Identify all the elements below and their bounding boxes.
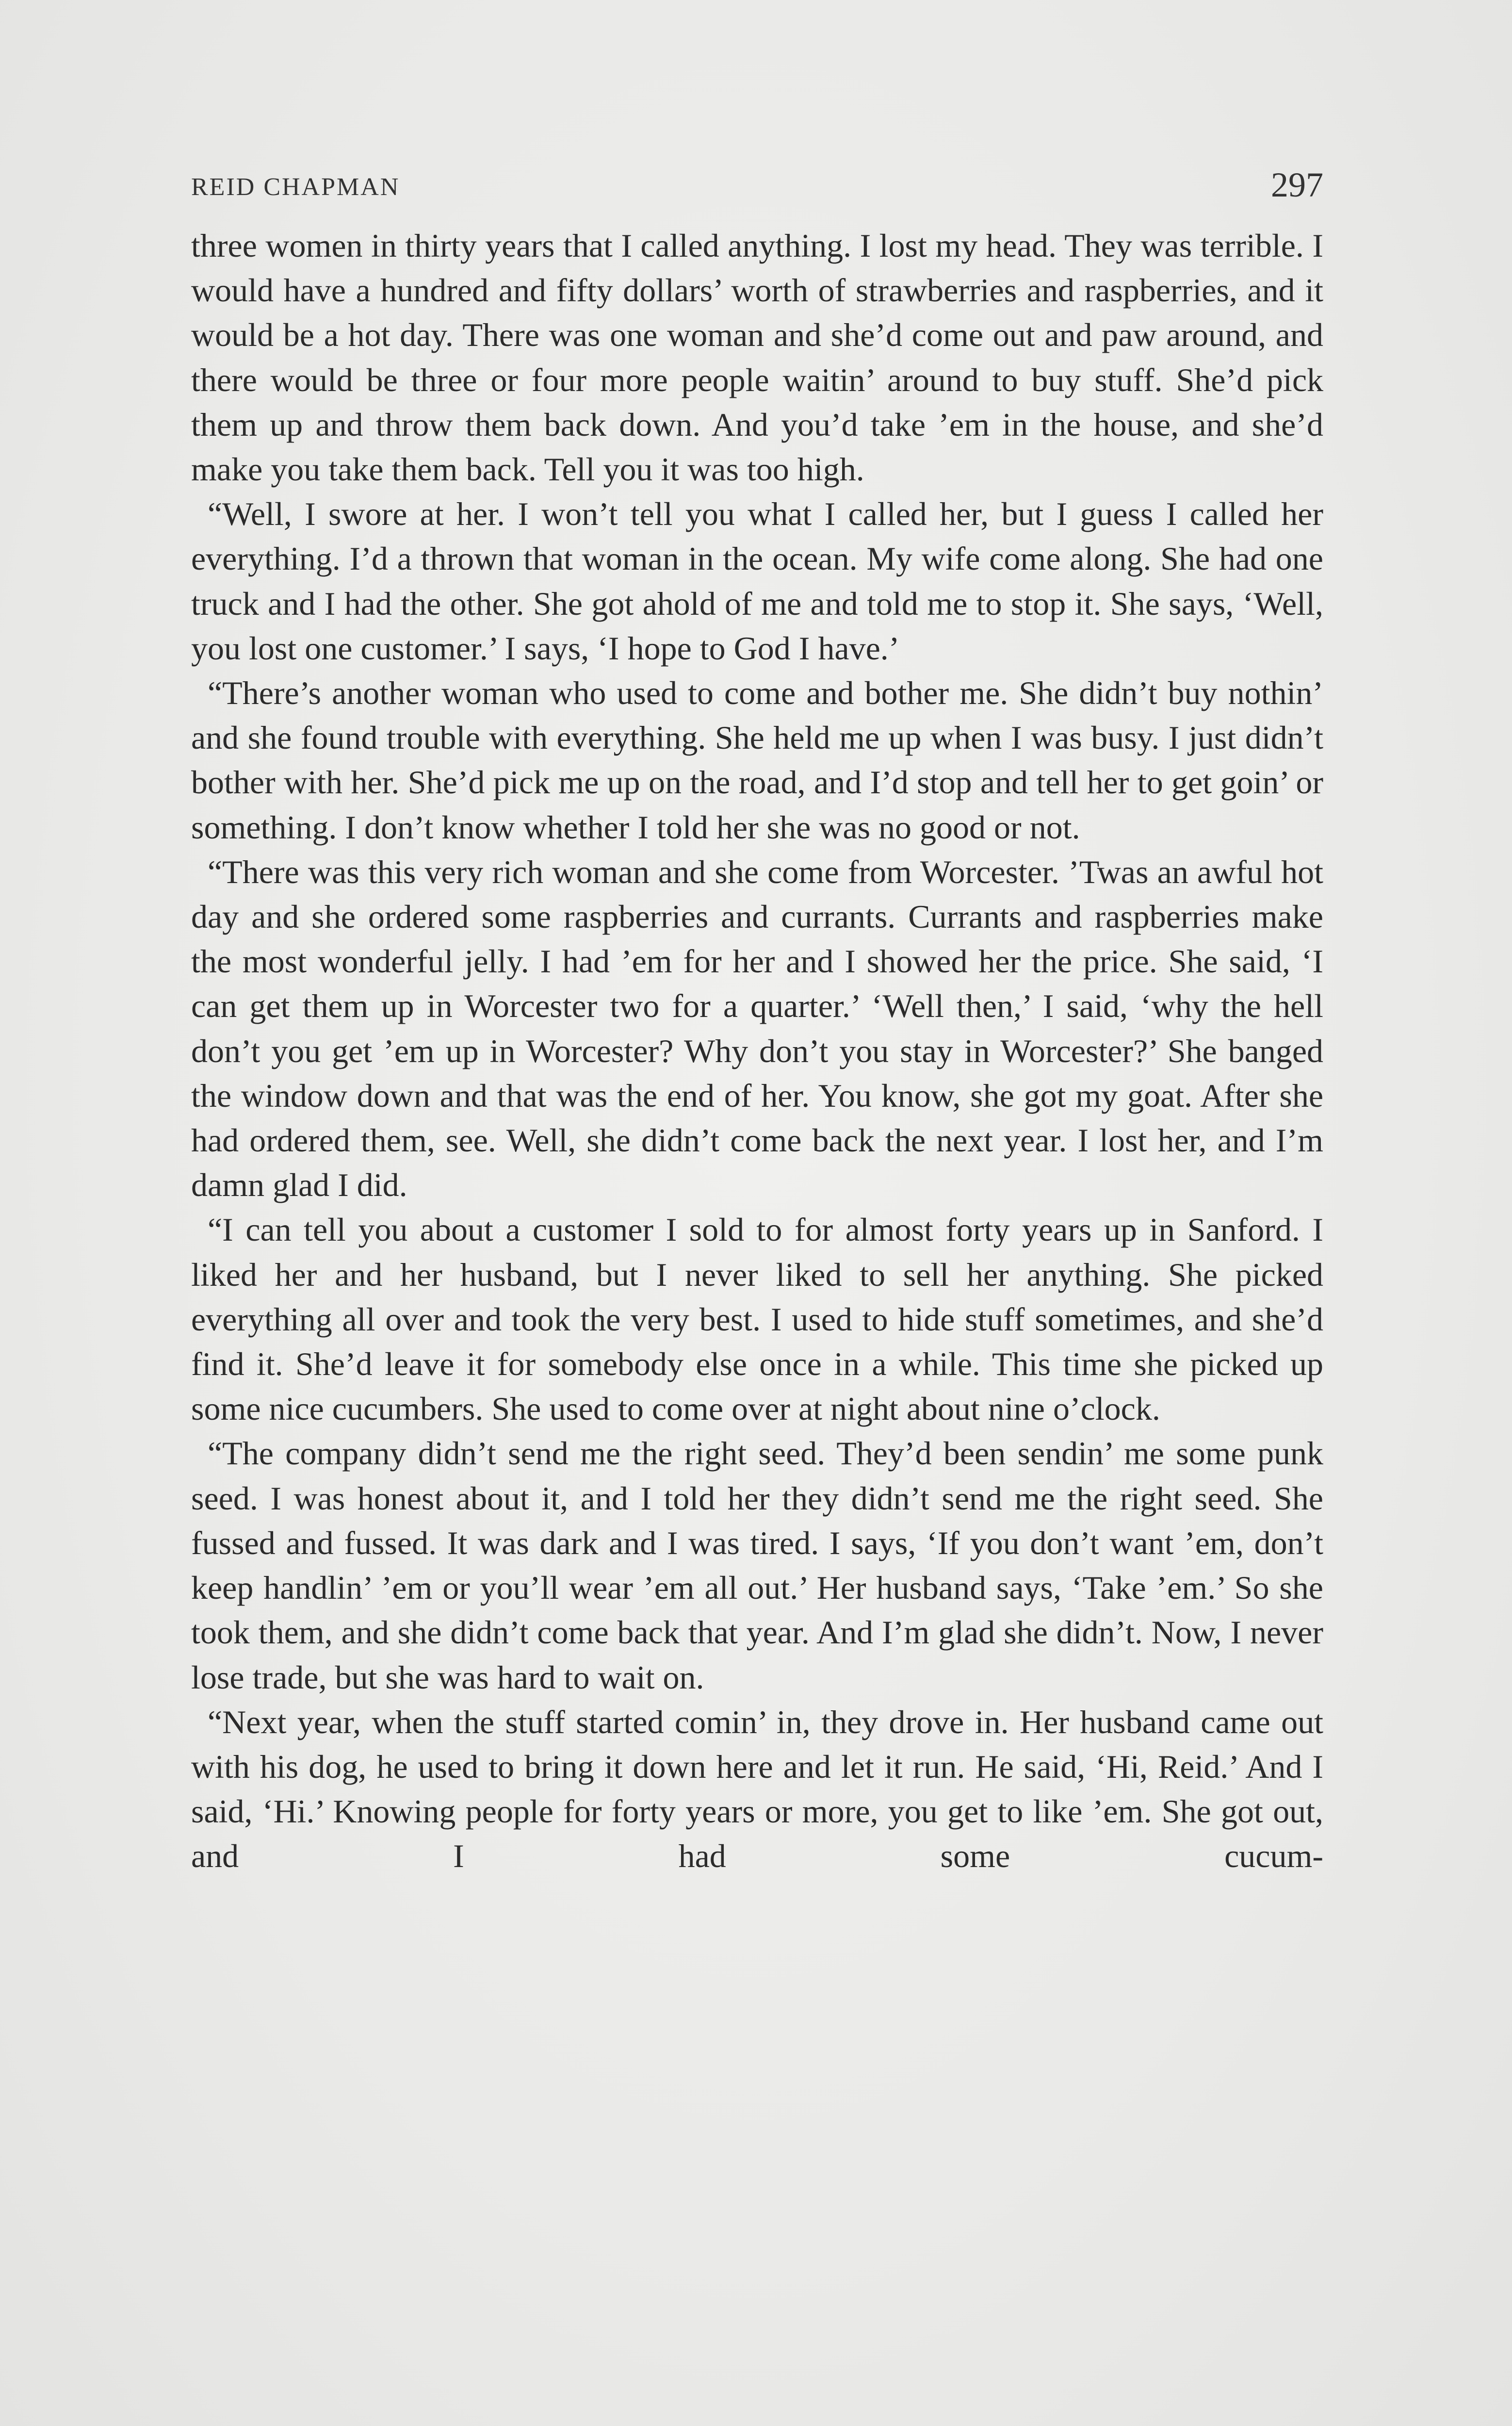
- paragraph-1: three women in thirty years that I called anything. I lost my head. They was terrible. I would have a hundred and fifty dollars’ worth of strawberries and raspberries, and it would be a hot day. There was one woman and she’d come out and paw around, and there would be three or four more people waitin’ around to buy stuff. She’d pick them up and throw them back down. And you’d take ’em in the house, and she’d make you take them back. Tell you it was too high.: [191, 227, 1323, 488]
- running-head-author: REID CHAPMAN: [191, 173, 400, 201]
- paragraph-2: “Well, I swore at her. I won’t tell you what I called her, but I guess I called her everything. I’d a thrown that woman in the ocean. My wife come along. She had one truck and I had the other. She got ahold of me and told me to stop it. She says, ‘Well, you lost one customer.’ I says, ‘I hope to God I have.’: [191, 495, 1323, 667]
- paragraph-7: “Next year, when the stuff started comin’ in, they drove in. Her husband came out with his dog, he used to bring it down here and let it run. He said, ‘Hi, Reid.’ And I said, ‘Hi.’ Knowing people for forty years or more, you get to like ’em. She got out, and I had some cucum-: [191, 1703, 1323, 1875]
- paragraph-3: “There’s another woman who used to come and bother me. She didn’t buy nothin’ and she found trouble with everything. She held me up when I was busy. I just didn’t bother with her. She’d pick me up on the road, and I’d stop and tell her to get goin’ or something. I don’t know whether I told her she was no good or not.: [191, 674, 1323, 846]
- body-text: [191, 223, 1323, 1879]
- paragraph-5: “I can tell you about a customer I sold to for almost forty years up in Sanford. I liked her and her husband, but I never liked to sell her anything. She picked everything all over and took the very best. I used to hide stuff sometimes, and she’d find it. She’d leave it for somebody else once in a while. This time she picked up some nice cucumbers. She used to come over at night about nine o’clock.: [191, 1211, 1323, 1427]
- paragraph-6: “The company didn’t send me the right seed. They’d been sendin’ me some punk seed. I was honest about it, and I told her they didn’t send me the right seed. She fussed and fussed. It was dark and I was tired. I says, ‘If you don’t want ’em, don’t keep handlin’ ’em or you’ll wear ’em all out.’ Her husband says, ‘Take ’em.’ So she took them, and she didn’t come back that year. And I’m glad she didn’t. Now, I never lose trade, but she was hard to wait on.: [191, 1435, 1323, 1696]
- running-head: [191, 165, 1323, 204]
- page-number: 297: [1271, 165, 1323, 204]
- paragraph-4: “There was this very rich woman and she come from Worcester. ’Twas an awful hot day and she ordered some raspberries and currants. Currants and raspberries make the most wonderful jelly. I had ’em for her and I showed her the price. She said, ‘I can get them up in Worcester two for a quarter.’ ‘Well then,’ I said, ‘why the hell don’t you get ’em up in Worcester? Why don’t you stay in Worcester?’ She banged the window down and that was the end of her. You know, she got my goat. After she had ordered them, see. Well, she didn’t come back the next year. I lost her, and I’m damn glad I did.: [191, 853, 1323, 1204]
